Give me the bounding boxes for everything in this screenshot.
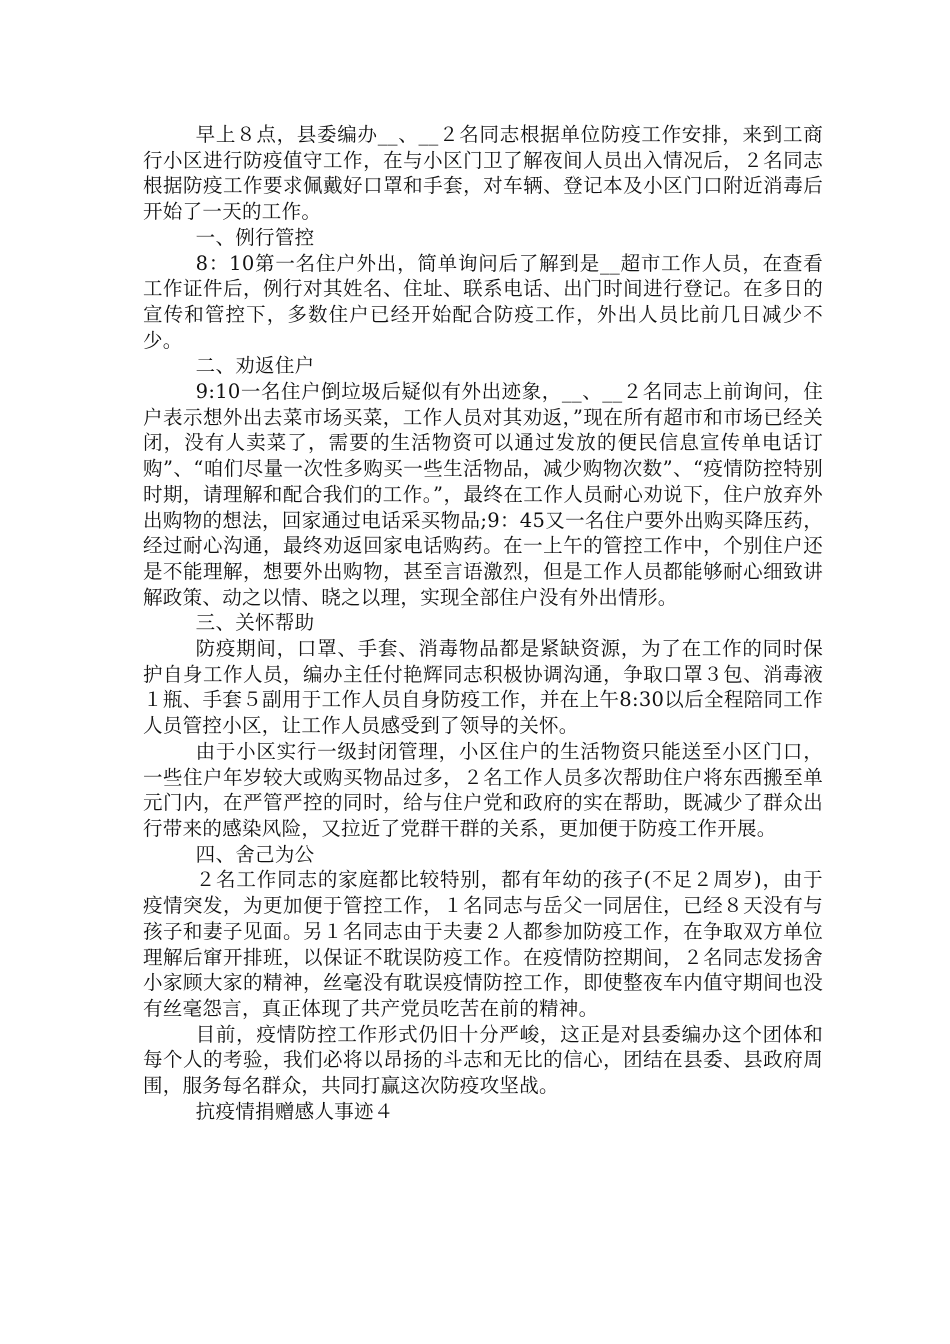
intro-paragraph: 早上８点，县委编办__、__２名同志根据单位防疫工作安排，来到工商行小区进行防疫值守工作，在与小区门卫了解夜间人员出入情况后，２名同志根据防疫工作要求佩戴好口罩和手套，对车辆、登记本及小区门口附近消毒后开始了一天的工作。 [143,123,823,224]
section-heading-care-help: 三、关怀帮助 [195,611,315,635]
section-heading-selflessness: 四、舍己为公 [195,842,315,866]
care-help-paragraph-2: 由于小区实行一级封闭管理，小区住户的生活物资只能送至小区门口，一些住户年岁较大或购买物品过多，２名工作人员多次帮助住户将东西搬至单元门内，在严管严控的同时，给与住户党和政府的实在帮助，既减少了群众出行带来的感染风险，又拉近了党群干群的关系，更加便于防疫工作开展。 [143,739,823,840]
selflessness-paragraph: ２名工作同志的家庭都比较特别，都有年幼的孩子(不足２周岁)，由于疫情突发，为更加便于管控工作，１名同志与岳父一同居住，已经８天没有与孩子和妻子见面。另１名同志由于夫妻２人都参加防疫工作，在争取双方单位理解后窜开排班，以保证不耽误防疫工作。在疫情防控期间，２名同志发扬舍小家顾大家的精神，丝毫没有耽误疫情防控工作，即使整夜车内值守期间也没有丝毫怨言，真正体现了共产党员吃苦在前的精神。 [143,868,823,1020]
section-heading-routine-control: 一、例行管控 [195,225,315,249]
conclusion-paragraph: 目前，疫情防控工作形式仍旧十分严峻，这正是对县委编办这个团体和每个人的考验，我们必将以昂扬的斗志和无比的信心，团结在县委、县政府周围，服务每名群众，共同打赢这次防疫攻坚战。 [143,1022,823,1098]
care-help-paragraph-1: 防疫期间，口罩、手套、消毒物品都是紧缺资源，为了在工作的同时保护自身工作人员，编办主任付艳辉同志积极协调沟通，争取口罩３包、消毒液１瓶、手套５副用于工作人员自身防疫工作，并在上午8:30以后全程陪同工作人员管控小区，让工作人员感受到了领导的关怀。 [143,637,823,738]
next-article-title: 抗疫情捐赠感人事迹４ [195,1099,394,1123]
persuade-residents-paragraph: 9:10一名住户倒垃圾后疑似有外出迹象，__、__２名同志上前询问，住户表示想外出去菜市场买菜，工作人员对其劝返，”现在所有超市和市场已经关闭，没有人卖菜了，需要的生活物资可以通过发放的便民信息宣传单电话订购”、“咱们尽量一次性多购买一些生活物品，减少购物次数”、“疫情防控特别时期，请理解和配合我们的工作。”，最终在工作人员耐心劝说下，住户放弃外出购物的想法，回家通过电话采买物品;9：45又一名住户要外出购买降压药，经过耐心沟通，最终劝返回家电话购药。在一上午的管控工作中，个别住户还是不能理解，想要外出购物，甚至言语激烈，但是工作人员都能够耐心细致讲解政策、动之以情、晓之以理，实现全部住户没有外出情形。 [143,380,823,609]
document-body [143,122,823,1124]
section-heading-persuade-residents: 二、劝返住户 [195,354,315,378]
routine-control-paragraph: 8：10第一名住户外出，简单询问后了解到是__超市工作人员，在查看工作证件后，例行对其姓名、住址、联系电话、出门时间进行登记。在多日的宣传和管控下，多数住户已经开始配合防疫工作，外出人员比前几日减少不少。 [143,251,823,352]
